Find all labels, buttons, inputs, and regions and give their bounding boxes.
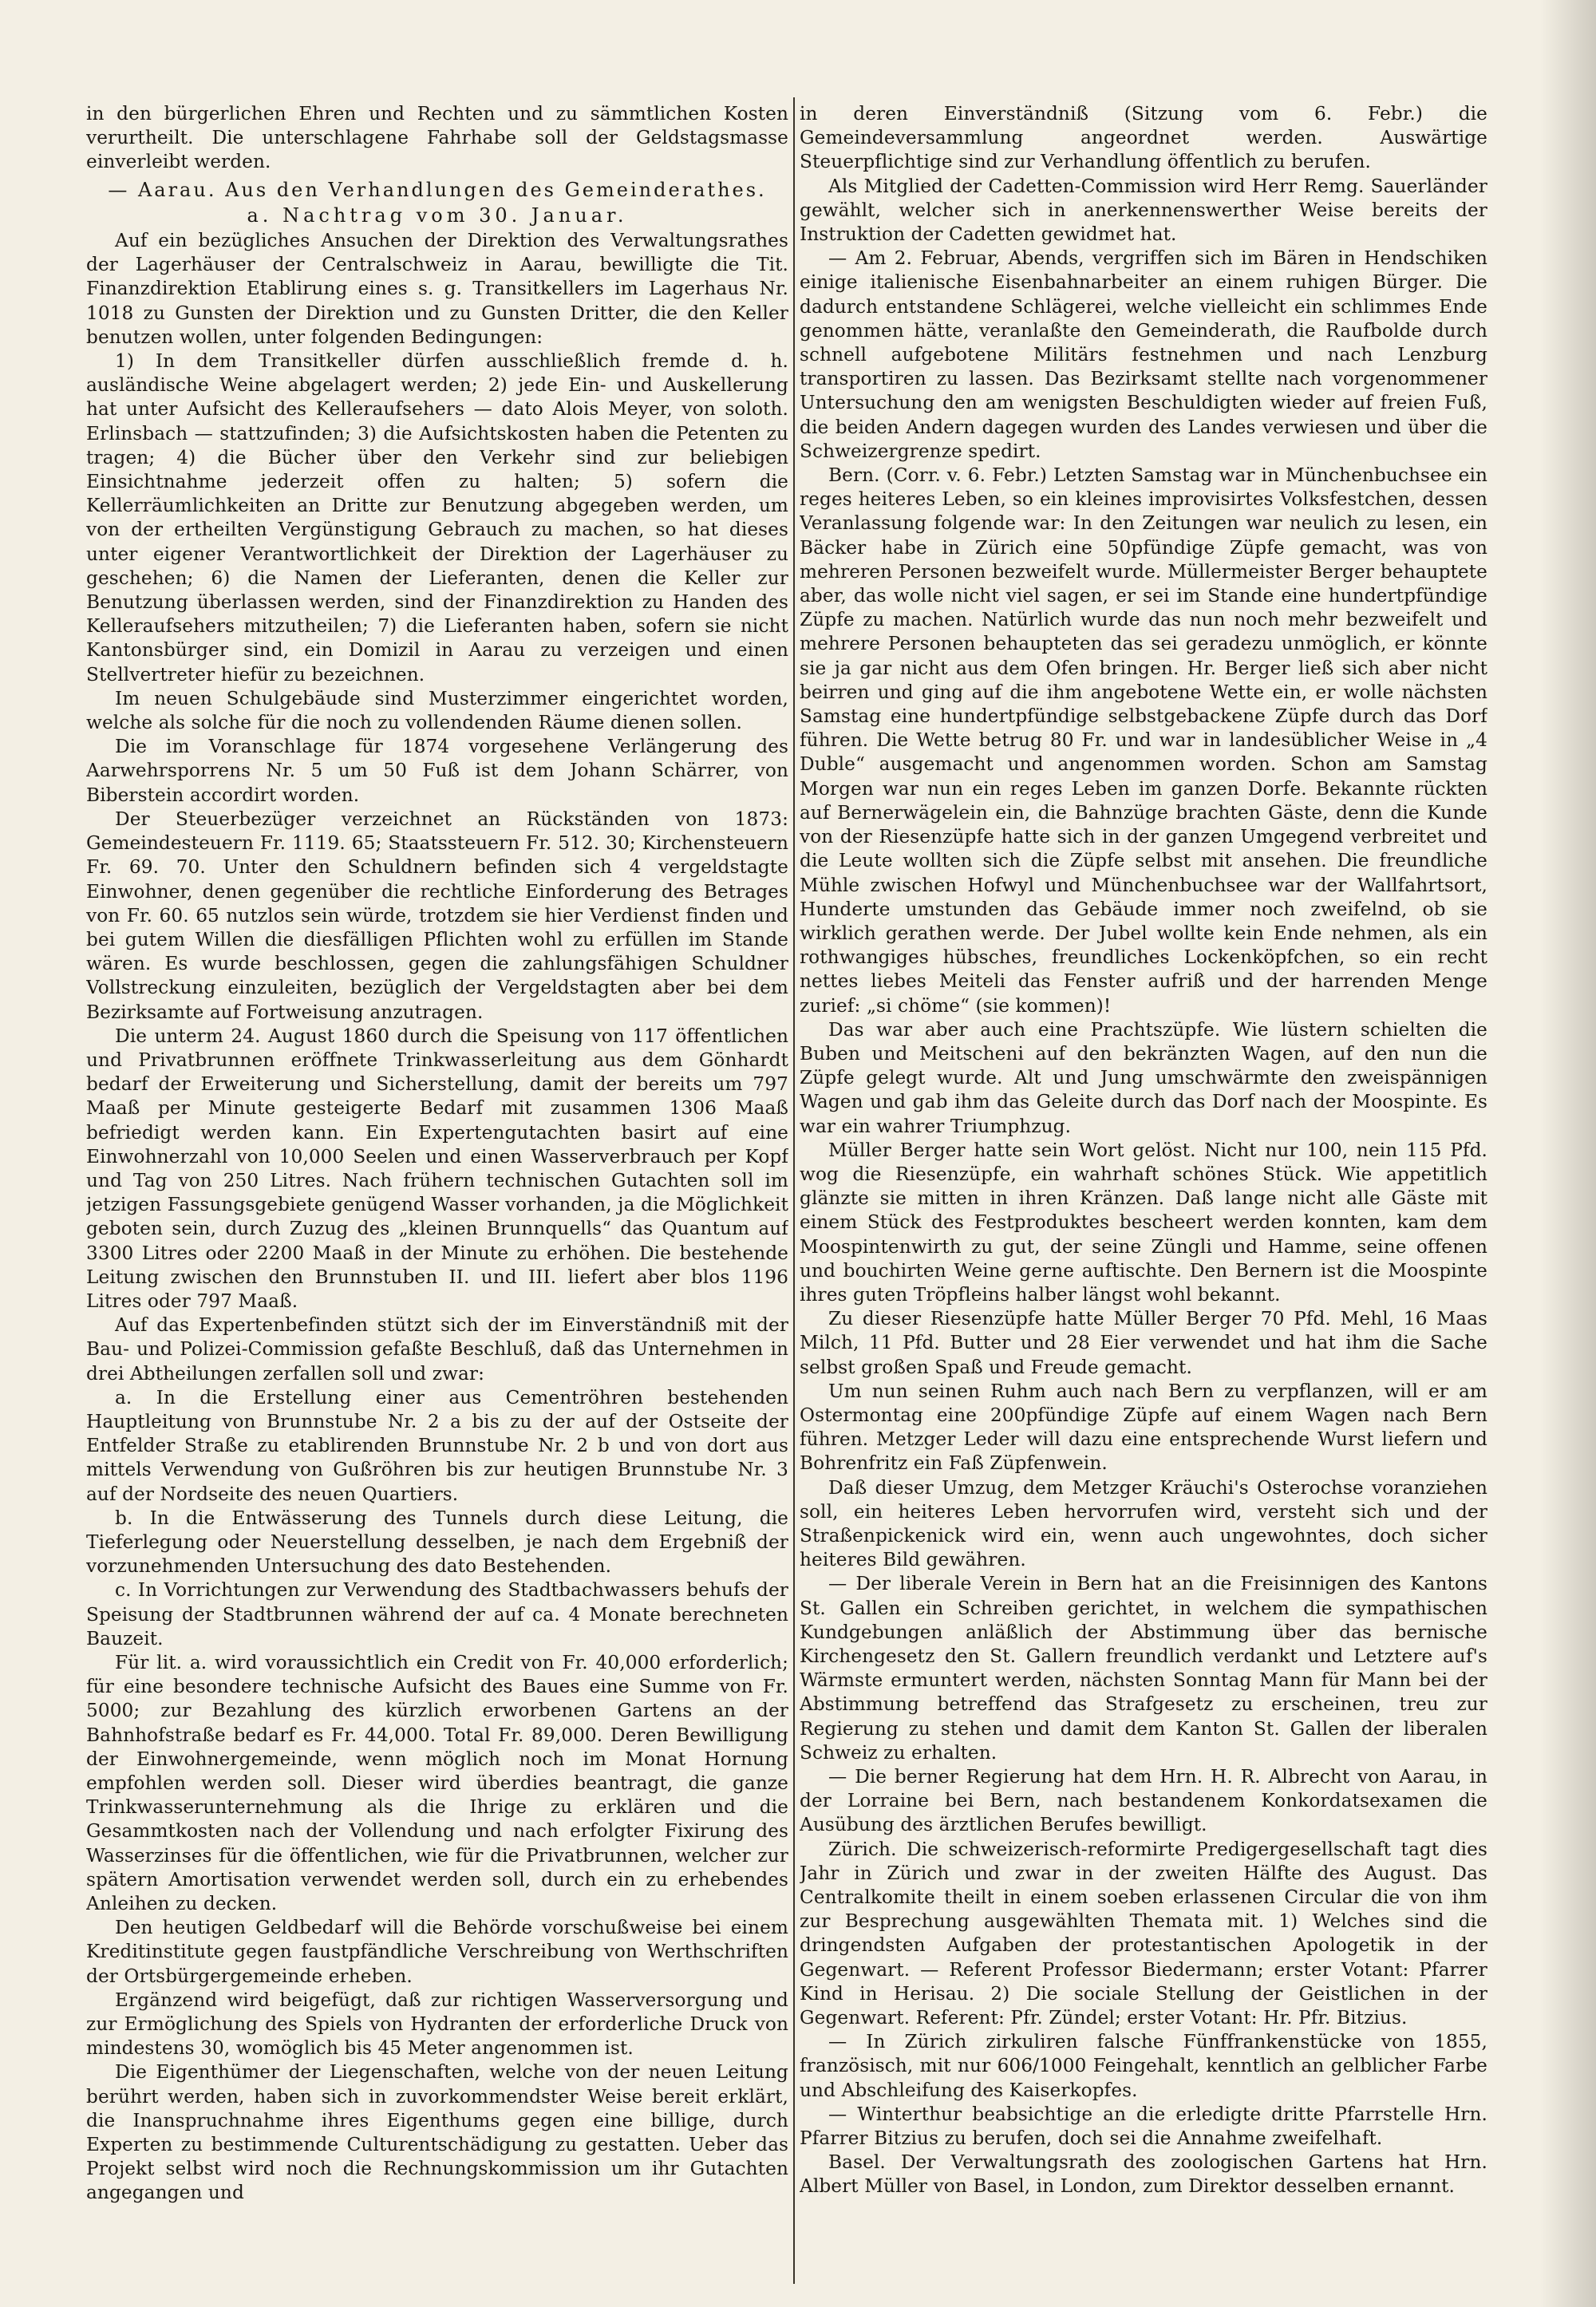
article-text: Im neuen Schulgebäude sind Musterzimmer eingerichtet worden, welche als solche für die noch zu vollendenden Räume dienen sollen. — [86, 687, 788, 734]
article-text: Um nun seinen Ruhm auch nach Bern zu verpflanzen, will er am Ostermontag eine 200pfündige Züpfe auf einem Wagen nach Bern führen. Metzger Leder will dazu eine entsprechende Wurst liefern und Bohrenfritz ein Faß Züpfenwein. — [800, 1380, 1487, 1475]
article-text: Daß dieser Umzug, dem Metzger Kräuchi's Osterochse voranziehen soll, ein heiteres Leben hervorrufen wird, versteht sich und der Straßenpickenick wird ein, wenn auch ungewohntes, doch sicher heiteres Bild gewähren. — [800, 1476, 1487, 1571]
article-text: Bern. (Corr. v. 6. Febr.) Letzten Samstag war in Münchenbuchsee ein reges heiteres Leben, so ein kleines improvisirtes Volksfestchen, dessen Veranlassung folgende war: In den Zeitungen war neulich zu lesen, ein Bäcker habe in Zürich eine 50pfündige Züpfe gemacht, was von mehreren Personen bezweifelt wurde. Müllermeister Berger behauptete aber, das wolle nicht viel sagen, er sei im Stande eine hundertpfündige Züpfe zu machen. Natürlich wurde das nun noch mehr bezweifelt und mehrere Personen behaupteten das sei geradezu unmöglich, er könnte sie ja gar nicht aus dem Ofen bringen. Hr. Berger ließ sich aber nicht beirren und ging auf die ihm angebotene Wette ein, er wolle nächsten Samstag eine hundertpfündige selbstgebackene Züpfe durch das Dorf führen. Die Wette betrug 80 Fr. und war in landesüblicher Weise in „4 Duble“ ausgemacht und angenommen worden. Schon am Samstag Morgen war nun ein reges Leben im ganzen Dorfe. Bekannte rückten auf Bernerwägelein ein, die Bahnzüge brachten Gäste, denn die Kunde von der Riesenzüpfe hatte sich in der ganzen Umgegend verbreitet und die Leute wollten sich die Züpfe selbst mit ansehen. Die freundliche Mühle zwischen Hofwyl und Münchenbuchsee war der Wallfahrtsort, Hunderte umstunden das Gebäude immer noch zweifelnd, ob sie wirklich gerathen werde. Der Jubel wollte kein Ende nehmen, als ein rothwangiges hübsches, freundliches Lockenköpfchen, so ein recht nettes liebes Meiteli das Fenster aufriß und der harrenden Menge zurief: „si chöme“ (sie kommen)! — [800, 464, 1487, 1017]
list-item: b. In die Entwässerung des Tunnels durch diese Leitung, die Tieferlegung oder Neuerstellung desselben, je nach dem Ergebniß der vorzunehmenden Untersuchung des dato Bestehenden. — [86, 1507, 788, 1578]
article-text: Das war aber auch eine Prachtszüpfe. Wie lüstern schielten die Buben und Meitscheni auf den bekränzten Wagen, auf den nun die Züpfe gelegt wurde. Alt und Jung umschwärmte den zweispännigen Wagen und gab ihm das Geleite durch das Dorf nach der Moospinte. Es war ein wahrer Triumphzug. — [800, 1018, 1487, 1137]
article-text: Die unterm 24. August 1860 durch die Speisung von 117 öffentlichen und Privatbrunnen eröffnete Trinkwasserleitung aus dem Gönhardt bedarf der Erweiterung und Sicherstellung, damit der bereits um 797 Maaß per Minute gesteigerte Bedarf mit zusammen 1306 Maaß befriedigt werden kann. Ein Expertengutachten basirt auf eine Einwohnerzahl von 10,000 Seelen und einen Wasserverbrauch per Kopf und Tag von 250 Litres. Nach frühern technischen Gutachten soll im jetzigen Fassungsgebiete genügend Wasser vorhanden, ja die Möglichkeit geboten sein, durch Zuzug des „kleinen Brunnquells“ das Quantum auf 3300 Litres oder 2200 Maaß in der Minute zu erhöhen. Die bestehende Leitung zwischen den Brunnstuben II. und III. liefert aber blos 1196 Litres oder 797 Maaß. — [86, 1025, 788, 1312]
left-column — [86, 102, 788, 2281]
article-text: in deren Einverständniß (Sitzung vom 6. Febr.) die Gemeindeversammlung angeordnet werden. Auswärtige Steuerpflichtige sind zur Verhandlung öffentlich zu berufen. — [800, 103, 1487, 173]
right-column — [800, 102, 1487, 2281]
article-text: Zu dieser Riesenzüpfe hatte Müller Berger 70 Pfd. Mehl, 16 Maas Milch, 11 Pfd. Butter und 28 Eier verwendet und hat ihm die Sache selbst großen Spaß und Freude gemacht. — [800, 1308, 1487, 1378]
article-text: Die Eigenthümer der Liegenschaften, welche von der neuen Leitung berührt werden, haben sich in zuvorkommendster Weise bereit erklärt, die Inanspruchnahme ihres Eigenthums gegen eine billige, durch Experten zu bestimmende Culturentschädigung zu gestatten. Ueber das Projekt selbst wird noch die Rechnungskommission um ihr Gutachten angegangen und — [86, 2061, 788, 2204]
article-text: — In Zürich zirkuliren falsche Fünffrankenstücke von 1855, französisch, mit nur 606/1000 Feingehalt, kenntlich an gelblicher Farbe und Abschleifung des Kaiserkopfes. — [800, 2031, 1487, 2101]
article-text: — Am 2. Februar, Abends, vergriffen sich im Bären in Hendschiken einige italienische Eisenbahnarbeiter an einem ruhigen Bürger. Die dadurch entstandene Schlägerei, welche vielleicht ein schlimmes Ende genommen hätte, veranlaßte den Gemeinderath, die Raufbolde durch schnell aufgebotene Militärs festnehmen und nach Lenzburg transportiren zu lassen. Das Bezirksamt stellte nach vorgenommener Untersuchung den am wenigsten Beschuldigten wieder auf freien Fuß, die beiden Andern dagegen wurden des Landes verwiesen und über die Schweizergrenze spedirt. — [800, 247, 1487, 462]
article-text: in den bürgerlichen Ehren und Rechten und zu sämmtlichen Kosten verurtheilt. Die unterschlagene Fahrhabe soll der Geldstagsmasse einverleibt werden. — [86, 103, 788, 173]
article-text: Basel. Der Verwaltungsrath des zoologischen Gartens hat Hrn. Albert Müller von Basel, in London, zum Direktor desselben ernannt. — [800, 2151, 1487, 2198]
article-text: — Der liberale Verein in Bern hat an die Freisinnigen des Kantons St. Gallen ein Schreiben gerichtet, in welchem die sympathischen Kundgebungen anläßlich der Abstimmung über das bernische Kirchengesetz den St. Gallern freundlich verdankt und Letztere auf's Wärmste ermuntert werden, nächsten Sonntag Mann für Mann bei der Abstimmung betreffend das Strafgesetz zu erscheinen, treu zur Regierung zu stehen und damit dem Kanton St. Gallen der liberalen Schweiz zu erhalten. — [800, 1573, 1487, 1764]
list-item: a. In die Erstellung einer aus Cementröhren bestehenden Hauptleitung von Brunnstube Nr. 2 a bis zu der auf der Ostseite der Entfelder Straße zu etablirenden Brunnstube Nr. 2 b und von dort aus mittels Verwendung von Gußröhren bis zur heutigen Brunnstube Nr. 3 auf der Nordseite des neuen Quartiers. — [86, 1386, 788, 1505]
article-text: Auf das Expertenbefinden stützt sich der im Einverständniß mit der Bau- und Polizei-Commission gefaßte Beschluß, daß das Unternehmen in drei Abtheilungen zerfallen soll und zwar: — [86, 1314, 788, 1385]
page-edge-shadow — [1540, 0, 1596, 2307]
article-text: Ergänzend wird beigefügt, daß zur richtigen Wasserversorgung und zur Ermöglichung des Spiels von Hydranten der erforderliche Druck von mindestens 30, womöglich bis 45 Meter angenommen ist. — [86, 1989, 788, 2060]
article-text: Der Steuerbezüger verzeichnet an Rückständen von 1873: Gemeindesteuern Fr. 1119. 65; Staatssteuern Fr. 512. 30; Kirchensteuern Fr. 69. 70. Unter den Schuldnern befinden sich 4 vergeldstagte Einwohner, denen gegenüber die rechtliche Einforderung des Betrages von Fr. 60. 65 nutzlos sein würde, trotzdem sie hier Verdienst finden und bei gutem Willen die diesfälligen Pflichten wohl zu erfüllen im Stande wären. Es wurde beschlossen, gegen die zahlungsfähigen Schuldner Vollstreckung einzuleiten, bezüglich der Vergeldstagten aber bei dem Bezirksamte auf Fortweisung anzutragen. — [86, 808, 788, 1023]
article-text: — Die berner Regierung hat dem Hrn. H. R. Albrecht von Aarau, in der Lorraine bei Bern, nach bestandenem Konkordatsexamen die Ausübung des ärztlichen Berufes bewilligt. — [800, 1766, 1487, 1836]
section-subheading: a. Nachtrag vom 30. Januar. — [247, 203, 628, 227]
article-text: Auf ein bezügliches Ansuchen der Direktion des Verwaltungsrathes der Lagerhäuser der Centralschweiz in Aarau, bewilligte die Tit. Finanzdirektion Etablirung eines s. g. Transitkellers im Lagerhaus Nr. 1018 zu Gunsten der Direktion und zu Gunsten Dritter, die den Keller benutzen wollen, unter folgenden Bedingungen: — [86, 230, 788, 348]
article-text: Als Mitglied der Cadetten-Commission wird Herr Remg. Sauerländer gewählt, welcher sich in anerkennenswerther Weise bereits der Instruktion der Cadetten gewidmet hat. — [800, 175, 1487, 246]
conditions-list — [86, 1386, 788, 1651]
article-text: Den heutigen Geldbedarf will die Behörde vorschußweise bei einem Kreditinstitute gegen faustpfändliche Verschreibung von Werthschriften der Ortsbürgergemeinde erheben. — [86, 1917, 788, 1987]
article-text: 1) In dem Transitkeller dürfen ausschließlich fremde d. h. ausländische Weine abgelagert werden; 2) jede Ein- und Auskellerung hat unter Aufsicht des Kelleraufsehers — dato Alois Meyer, von soloth. Erlinsbach — stattzufinden; 3) die Aufsichtskosten haben die Petenten zu tragen; 4) die Bücher über den Verkehr sind zur beliebigen Einsichtnahme jederzeit offen zu halten; 5) sofern die Kellerräumlichkeiten an Dritte zur Benutzung abgegeben werden, um von der ertheilten Vergünstigung Gebrauch zu machen, so hat dieses unter eigener Verantwortlichkeit der Direktion der Lagerhäuser zu geschehen; 6) die Namen der Lieferanten, denen die Keller zur Benutzung überlassen werden, sind der Finanzdirektion zu Handen des Kelleraufsehers mitzutheilen; 7) die Lieferanten haben, sofern sie nicht Kantonsbürger sind, ein Domizil in Aarau zu verzeigen und einen Stellvertreter hiefür zu bezeichnen. — [86, 350, 788, 685]
column-divider — [793, 97, 795, 2284]
article-text: — Winterthur beabsichtige an die erledigte dritte Pfarrstelle Hrn. Pfarrer Bitzius zu berufen, doch sei die Annahme zweifelhaft. — [800, 2103, 1487, 2150]
article-text: Die im Voranschlage für 1874 vorgesehene Verlängerung des Aarwehrsporrens Nr. 5 um 50 Fuß ist dem Johann Schärrer, von Biberstein accordirt worden. — [86, 736, 788, 806]
article-text: Müller Berger hatte sein Wort gelöst. Nicht nur 100, nein 115 Pfd. wog die Riesenzüpfe, ein wahrhaft schönes Stück. Wie appetitlich glänzte sie mitten in ihren Kränzen. Daß lange nicht alle Gäste mit einem Stück des Festproduktes bescheert werden konnten, kam dem Moospintenwirth zu gut, der seine Züngli und Hamme, seine offenen und bouchirten Weine gerne auftischte. Den Bernern ist die Moospinte ihres guten Tröpfleins halber längst wohl bekannt. — [800, 1139, 1487, 1306]
list-item: c. In Vorrichtungen zur Verwendung des Stadtbachwassers behufs der Speisung der Stadtbrunnen während der auf ca. 4 Monate berechneten Bauzeit. — [86, 1579, 788, 1649]
article-text: Für lit. a. wird voraussichtlich ein Credit von Fr. 40,000 erforderlich; für eine besondere technische Aufsicht des Baues eine Summe von Fr. 5000; zur Bezahlung des kürzlich erworbenen Gartens an der Bahnhofstraße bedarf es Fr. 44,000. Total Fr. 89,000. Deren Bewilligung der Einwohnergemeinde, wenn möglich noch im Monat Hornung empfohlen werden soll. Dieser wird überdies beantragt, die ganze Trinkwasserunternehmung als die Ihrige zu erklären und die Gesammtkosten nach der Vollendung und nach erfolgter Fixirung des Wasserzinses für die öffentlichen, wie für die Privatbrunnen, welcher zur spätern Amortisation verwendet werden soll, durch ein zu erhebendes Anleihen zu decken. — [86, 1652, 788, 1915]
section-heading: — Aarau. Aus den Verhandlungen des Gemeinderathes. — [108, 178, 767, 201]
article-text: Zürich. Die schweizerisch-reformirte Predigergesellschaft tagt dies Jahr in Zürich und zwar in der zweiten Hälfte des August. Das Centralkomite theilt in einem soeben erlassenen Circular die von ihm zur Besprechung ausgewählten Themata mit. 1) Welches sind die dringendsten Aufgaben der protestantischen Apologetik in der Gegenwart. — Referent Professor Biedermann; erster Votant: Pfarrer Kind in Herisau. 2) Die sociale Stellung der Geistlichen in der Gegenwart. Referent: Pfr. Zündel; erster Votant: Hr. Pfr. Bitzius. — [800, 1838, 1487, 2029]
